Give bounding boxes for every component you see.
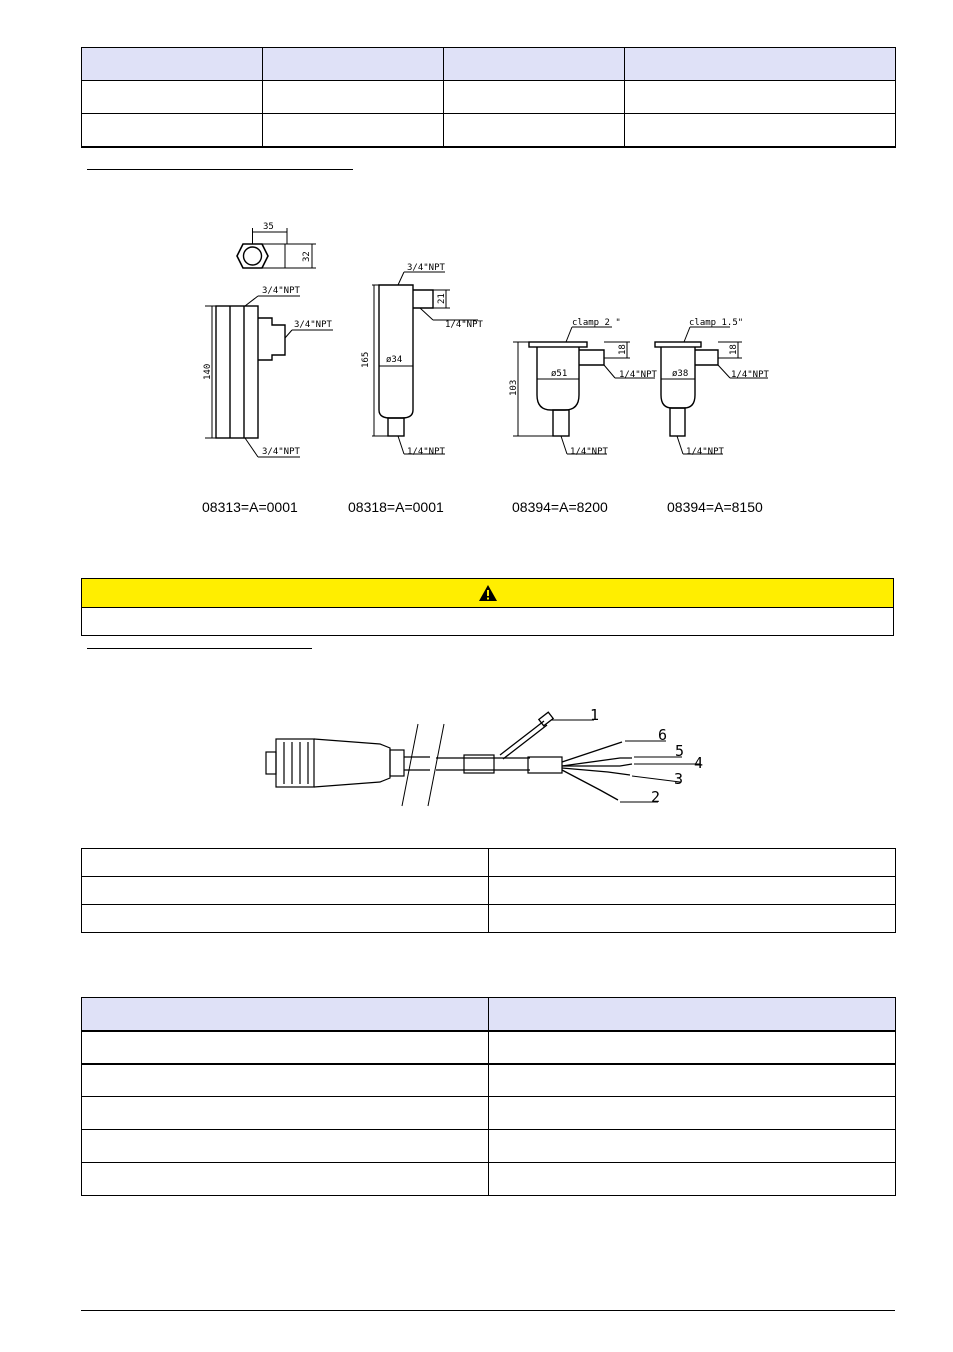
middle-table xyxy=(81,848,896,933)
table-header-row xyxy=(82,998,896,1031)
cable-break-marks xyxy=(402,724,444,806)
table-row xyxy=(82,114,896,147)
clamp15-offset-label: 18 xyxy=(729,344,739,355)
top-table xyxy=(81,47,896,148)
warning-box xyxy=(81,578,894,636)
cable-callout-5: 5 xyxy=(675,742,685,760)
warning-header xyxy=(82,579,893,608)
cable-drawing xyxy=(255,700,715,815)
cable-callout-6: 6 xyxy=(658,726,668,744)
tube-diameter-label: ø34 xyxy=(386,355,403,365)
tee-bottom-thread-label: 3/4"NPT xyxy=(262,447,300,457)
clamp2-bottom-thread-label: 1/4"NPT xyxy=(570,447,608,457)
hex-height-label: 32 xyxy=(302,251,312,262)
connector-plug xyxy=(266,739,430,787)
warning-triangle-icon xyxy=(478,584,498,602)
clamp2-height-label: 103 xyxy=(509,379,519,396)
clamp15-body-view xyxy=(655,327,768,454)
footer-rule xyxy=(81,1310,895,1311)
callout-leaders xyxy=(551,720,700,802)
part-number-label: 08394=A=8200 xyxy=(512,499,608,515)
clamp2-label: clamp 2 " xyxy=(572,318,621,328)
part-number-label: 08313=A=0001 xyxy=(202,499,298,515)
tube-side-offset-label: 21 xyxy=(437,293,447,304)
part-number-label: 08318=A=0001 xyxy=(348,499,444,515)
table-row xyxy=(82,1130,896,1163)
table-row xyxy=(82,1064,896,1097)
flow-cell-drawing xyxy=(195,205,785,485)
table-header-row xyxy=(82,48,896,81)
hex-width-label: 35 xyxy=(263,222,274,232)
cable-callout-1: 1 xyxy=(590,706,600,724)
table-row xyxy=(82,905,896,933)
table-row xyxy=(82,1163,896,1196)
clamp15-side-thread-label: 1/4"NPT xyxy=(731,370,769,380)
cable-wires xyxy=(500,712,632,800)
cable-callout-4: 4 xyxy=(694,754,704,772)
clamp2-offset-label: 18 xyxy=(618,344,628,355)
tube-side-thread-label: 1/4"NPT xyxy=(445,320,483,330)
cable-jacket xyxy=(436,755,562,773)
clamp2-diameter-label: ø51 xyxy=(551,369,568,379)
clamp15-bottom-thread-label: 1/4"NPT xyxy=(686,447,724,457)
clamp15-diameter-label: ø38 xyxy=(672,369,689,379)
bottom-table xyxy=(81,997,896,1196)
clamp2-body-view xyxy=(513,327,655,454)
table-row xyxy=(82,1097,896,1130)
part-number-label: 08394=A=8150 xyxy=(667,499,763,515)
section-underline xyxy=(87,169,353,170)
tube-top-thread-label: 3/4"NPT xyxy=(407,263,445,273)
table-row xyxy=(82,81,896,114)
table-row xyxy=(82,877,896,905)
cable-callout-2: 2 xyxy=(651,788,661,806)
clamp15-label: clamp 1.5" xyxy=(689,318,744,328)
tee-side-thread-label: 3/4"NPT xyxy=(294,320,332,330)
tee-length-label: 140 xyxy=(203,363,213,380)
cable-callout-3: 3 xyxy=(674,770,684,788)
section-underline xyxy=(87,648,312,649)
table-row xyxy=(82,1031,896,1064)
table-row xyxy=(82,849,896,877)
tube-bottom-thread-label: 1/4"NPT xyxy=(407,447,445,457)
clamp2-side-thread-label: 1/4"NPT xyxy=(619,370,657,380)
tee-top-thread-label: 3/4"NPT xyxy=(262,286,300,296)
tube-length-label: 165 xyxy=(361,351,371,368)
